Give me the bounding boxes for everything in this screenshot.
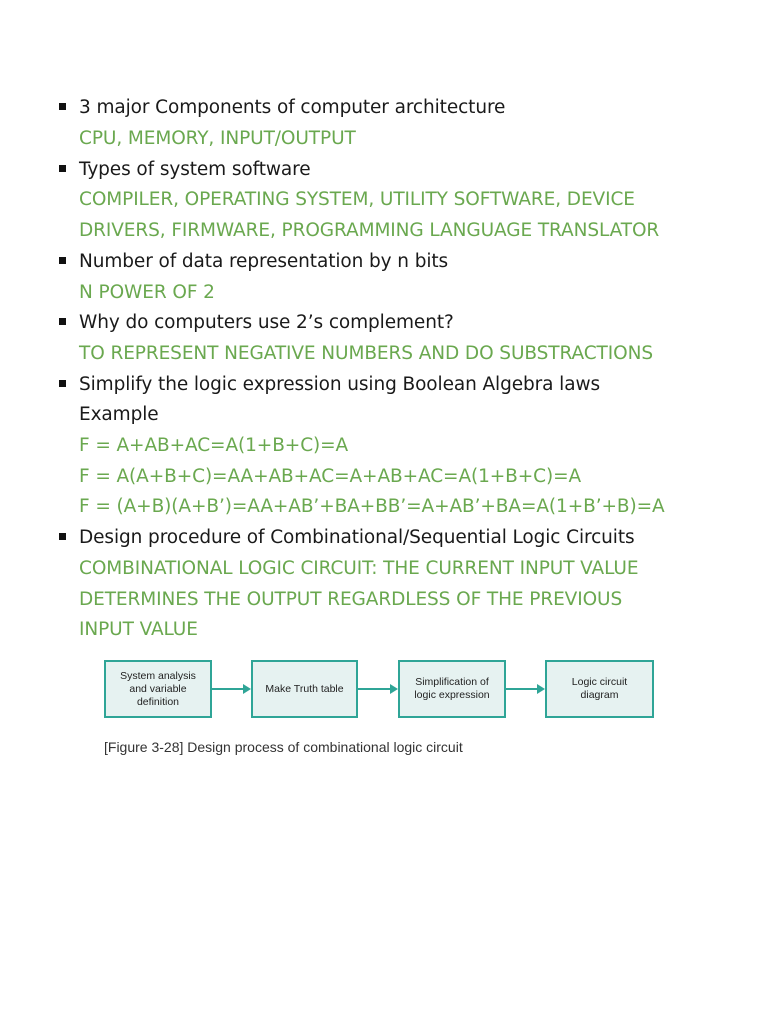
- question-6: Design procedure of Combinational/Sequential Logic Circuits: [79, 527, 635, 548]
- question-4: Why do computers use 2’s complement?: [79, 312, 454, 333]
- bullet-5: [59, 380, 66, 387]
- question-1: 3 major Components of computer architecture: [79, 97, 506, 118]
- step-box-simplification: [398, 660, 506, 718]
- answer-6-line-1: COMBINATIONAL LOGIC CIRCUIT: THE CURRENT INPUT VALUE: [79, 558, 639, 579]
- answer-5-line-1: F = A+AB+AC=A(1+B+C)=A: [79, 435, 349, 456]
- answer-4-line-1: TO REPRESENT NEGATIVE NUMBERS AND DO SUBSTRACTIONS: [79, 343, 653, 364]
- bullet-4: [59, 318, 66, 325]
- step-3-line-1: Simplification of: [415, 676, 489, 688]
- design-process-diagram: [104, 660, 654, 722]
- step-3-line-2: logic expression: [414, 689, 490, 701]
- answer-6-line-2: DETERMINES THE OUTPUT REGARDLESS OF THE PREVIOUS: [79, 589, 623, 610]
- answer-2-line-1: COMPILER, OPERATING SYSTEM, UTILITY SOFTWARE, DEVICE: [79, 189, 635, 210]
- bullet-3: [59, 257, 66, 264]
- answer-5-line-2: F = A(A+B+C)=AA+AB+AC=A+AB+AC=A(1+B+C)=A: [79, 466, 582, 487]
- step-2-line-1: Make Truth table: [265, 682, 344, 695]
- step-1-line-1: System analysis: [120, 669, 196, 682]
- step-1-line-3: definition: [136, 695, 179, 708]
- answer-2-line-2: DRIVERS, FIRMWARE, PROGRAMMING LANGUAGE TRANSLATOR: [79, 220, 660, 241]
- bullet-2: [59, 165, 66, 172]
- question-2: Types of system software: [79, 159, 311, 180]
- answer-1-line-1: CPU, MEMORY, INPUT/OUTPUT: [79, 128, 356, 149]
- answer-3-line-1: N POWER OF 2: [79, 282, 215, 303]
- question-5-sub: Example: [79, 404, 159, 425]
- bullet-6: [59, 533, 66, 540]
- step-4-line-1: Logic circuit: [571, 676, 628, 688]
- arrow-3: [506, 688, 538, 690]
- arrow-2: [358, 688, 391, 690]
- question-3: Number of data representation by n bits: [79, 251, 449, 272]
- step-1-line-2: and variable: [129, 682, 187, 695]
- step-box-logic-circuit: [545, 660, 654, 718]
- question-5: Simplify the logic expression using Boolean Algebra laws: [79, 374, 601, 395]
- step-4-line-2: diagram: [580, 689, 619, 701]
- bullet-1: [59, 103, 66, 110]
- figure-caption: [Figure 3-28] Design process of combinational logic circuit: [104, 739, 463, 755]
- answer-5-line-3: F = (A+B)(A+B’)=AA+AB’+BA+BB’=A+AB’+BA=A(1+B’+B)=A: [79, 496, 665, 517]
- step-box-truth-table: [251, 660, 358, 718]
- arrow-1: [212, 688, 244, 690]
- answer-6-line-3: INPUT VALUE: [79, 619, 198, 640]
- step-box-system-analysis: [104, 660, 212, 718]
